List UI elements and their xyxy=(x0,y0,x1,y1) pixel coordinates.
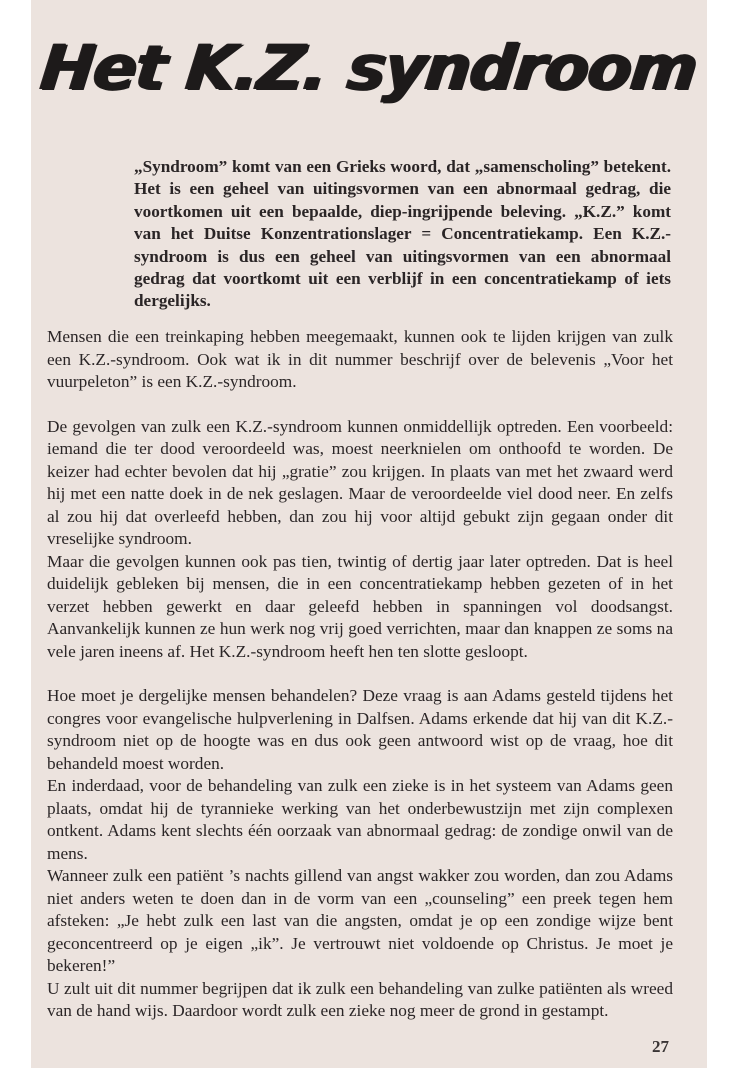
article-title: Het K.Z. syndroom xyxy=(37,31,701,104)
paragraph: Maar die gevolgen kunnen ook pas tien, twintig of dertig jaar later optreden. Dat is heel duidelijk gebleken bij mensen, die in een concentratiekamp hebben gezeten of in het verzet hebben gewerkt en daar geleefd hebben in spanningen vol doodsangst. Aanvankelijk kunnen ze hun werk nog vrij goed verrichten, maar dan knappen ze soms na vele jaren ineens af. Het K.Z.-syndroom heeft hen ten slotte gesloopt. xyxy=(47,551,673,661)
paragraph: En inderdaad, voor de behandeling van zulk een zieke is in het systeem van Adams geen plaats, omdat hij de tyrannieke werking van het onderbewustzijn met zijn complexen ontkent. Adams kent slechts één oorzaak van abnormaal gedrag: de zondige onwil van de mens. xyxy=(47,776,673,863)
document-page xyxy=(31,0,707,1068)
paragraph: De gevolgen van zulk een K.Z.-syndroom kunnen onmiddellijk optreden. Een voorbeeld: iemand die ter dood veroordeeld was, moest neerknielen om onthoofd te worden. De keizer had echter bevolen dat hij „gratie” zou krijgen. In plaats van met het zwaard werd hij met een natte doek in de nek geslagen. Maar de veroordeelde viel dood neer. En zelfs al zou hij dat overleefd hebben, dan zou hij voor altijd gebukt zijn gegaan onder dit vreselijke syndroom. xyxy=(47,416,673,548)
article-intro: „Syndroom” komt van een Grieks woord, dat „samenscholing” betekent. Het is een geheel van uitingsvormen van een abnormaal gedrag, die voortkomen uit een bepaalde, diep-ingrijpende beleving. „K.Z.” komt van het Duitse Konzentrationslager = Concentratiekamp. Een K.Z.-syndroom is dus een geheel van uitingsvormen van een abnormaal gedrag dat voortkomt uit een verblijf in een concentratiekamp of iets dergelijks. xyxy=(134,157,671,311)
article-body xyxy=(47,326,673,1023)
paragraph: Mensen die een treinkaping hebben meegemaakt, kunnen ook te lijden krijgen van zulk een K.Z.-syndroom. Ook wat ik in dit nummer beschrijf over de belevenis „Voor het vuurpeleton” is een K.Z.-syndroom. xyxy=(47,327,673,391)
paragraph: Wanneer zulk een patiënt ’s nachts gillend van angst wakker zou worden, dan zou Adams niet anders weten te doen dan in de vorm van een „counseling” een preek tegen hem afsteken: „Je hebt zulk een last van die angsten, omdat je op een zondige wijze bent geconcentreerd op je eigen „ik”. Je vertrouwt niet voldoende op Christus. Je moet je bekeren!” xyxy=(47,866,673,975)
page-number: 27 xyxy=(652,1037,669,1056)
paragraph: Hoe moet je dergelijke mensen behandelen? Deze vraag is aan Adams gesteld tijdens het congres voor evangelische hulpverlening in Dalfsen. Adams erkende dat hij van dit K.Z.-syndroom niet op de hoogte was en dus ook geen antwoord wist op de vraag, hoe dit behandeld moest worden. xyxy=(47,686,673,773)
paragraph: U zult uit dit nummer begrijpen dat ik zulk een behandeling van zulke patiënten als wreed van de hand wijs. Daardoor wordt zulk een zieke nog meer de grond in gestampt. xyxy=(47,978,673,1020)
